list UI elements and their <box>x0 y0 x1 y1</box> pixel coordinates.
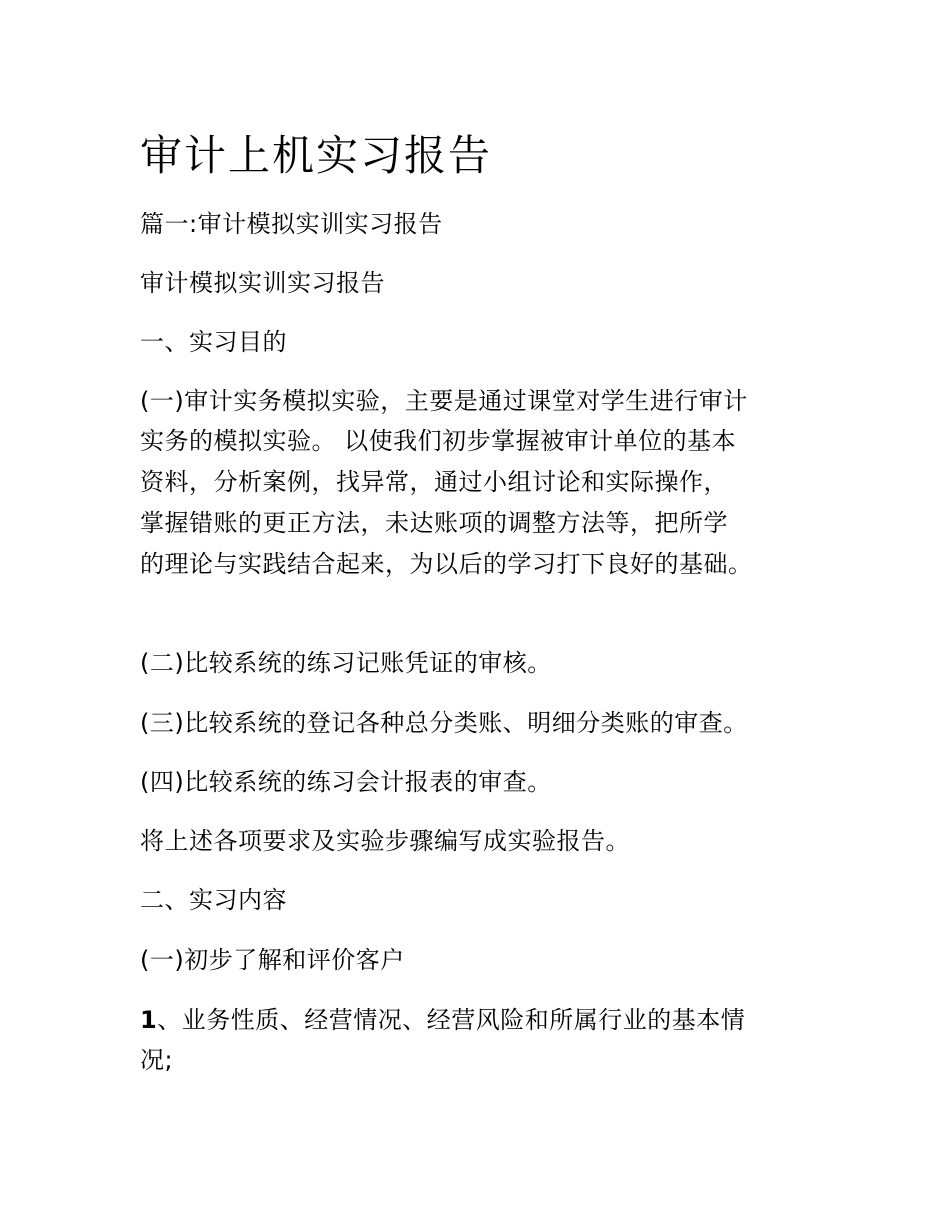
part-two-heading: 二、实习内容 <box>140 886 287 914</box>
part-one-heading: 一、实习目的 <box>140 328 287 356</box>
content-item-1 <box>140 1005 745 1035</box>
purpose-paragraph-line: 掌握错账的更正方法，未达账项的调整方法等，把所学 <box>140 509 728 537</box>
item-text: 、业务性质、经营情况、经营风险和所属行业的基本情 <box>157 1006 746 1034</box>
purpose-paragraph-line: 资料，分析案例，找异常，通过小组讨论和实际操作， <box>140 468 728 496</box>
document-title: 审计上机实习报告 <box>140 131 493 180</box>
purpose-item-4: (四)比较系统的练习会计报表的审查。 <box>140 768 552 796</box>
purpose-item-3: (三)比较系统的登记各种总分类账、明细分类账的审查。 <box>140 709 748 737</box>
content-1-heading: (一)初步了解和评价客户 <box>140 946 405 974</box>
subtitle: 审计模拟实训实习报告 <box>140 269 385 297</box>
item-number: 1 <box>140 1006 158 1034</box>
purpose-paragraph-line: 的理论与实践结合起来，为以后的学习打下良好的基础。 <box>140 550 753 578</box>
purpose-paragraph-line: (一)审计实务模拟实验，主要是通过课堂对学生进行审计 <box>140 387 748 415</box>
requirement-text: 将上述各项要求及实验步骤编写成实验报告。 <box>140 827 630 855</box>
purpose-paragraph-line: 实务的模拟实验。 以使我们初步掌握被审计单位的基本 <box>140 427 737 455</box>
section-heading: 篇一:审计模拟实训实习报告 <box>140 210 443 238</box>
purpose-item-2: (二)比较系统的练习记账凭证的审核。 <box>140 649 552 677</box>
content-item-1-continued: 况; <box>140 1046 174 1074</box>
